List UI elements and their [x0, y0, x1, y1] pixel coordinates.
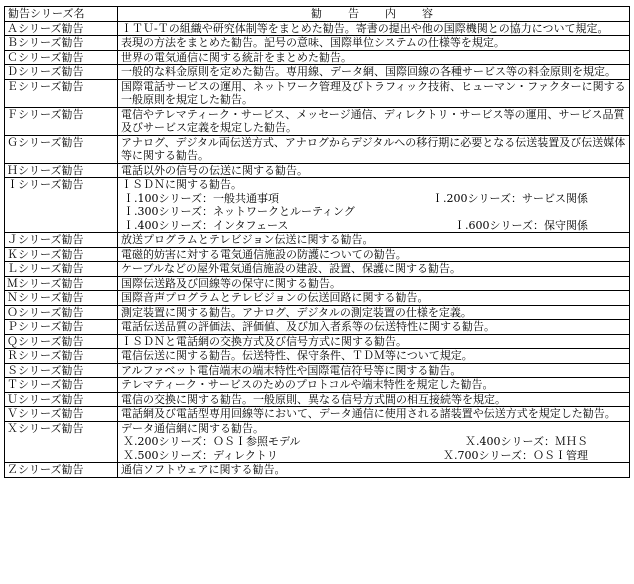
series-name-cell: Ｆシリーズ勧告: [5, 107, 118, 135]
sub-series-item: Ｉ.600シリーズ：保守関係: [454, 218, 588, 232]
content-text: 一般的な料金原則を定めた勧告。専用線、データ網、国際回線の各種サービス等の料金原則を規定。: [121, 65, 616, 78]
content-text: 電話網及び電話型専用回線等において、データ通信に使用される諸装置や伝送方式を規定した勧告。: [121, 407, 616, 420]
content-text: 表現の方法をまとめた勧告。記号の意味、国際単位システムの仕様等を規定。: [121, 36, 505, 49]
table-row: [5, 107, 630, 135]
table-row: [5, 50, 630, 65]
table-row: [5, 79, 630, 107]
series-name-cell: Ｐシリーズ勧告: [5, 320, 118, 335]
series-name-cell: Ｉシリーズ勧告: [5, 178, 118, 233]
series-name-cell: Ｖシリーズ勧告: [5, 407, 118, 422]
sub-series-line: [121, 205, 626, 219]
table-row: [5, 349, 630, 364]
content-text: ＩＳＤＮに関する勧告。: [121, 178, 242, 191]
series-content-cell: [118, 65, 630, 80]
table-row: [5, 276, 630, 291]
series-content-cell: [118, 463, 630, 478]
header-content: 勧告内容: [118, 7, 630, 22]
series-content-cell: [118, 334, 630, 349]
table-row: [5, 262, 630, 277]
series-name-cell: Ｄシリーズ勧告: [5, 65, 118, 80]
sub-series-item: Ｉ.400シリーズ：インタフェース: [123, 218, 289, 232]
series-name-cell: Ｈシリーズ勧告: [5, 163, 118, 178]
series-name-cell: Ｘシリーズ勧告: [5, 421, 118, 463]
sub-series-line: [121, 449, 626, 463]
table-row: [5, 407, 630, 422]
series-content-cell: [118, 407, 630, 422]
content-text: 世界の電気通信に関する統計をまとめた勧告。: [121, 50, 352, 64]
series-content-cell: [118, 276, 630, 291]
table-row: [5, 305, 630, 320]
table-row: [5, 463, 630, 478]
content-text: 電話伝送品質の評価法、評価値、及び加入者系等の伝送特性に関する勧告。: [121, 320, 495, 333]
table-header-row: [5, 7, 630, 22]
sub-series-item: Ｉ.100シリーズ：一般共通事項: [123, 191, 279, 205]
table-row: [5, 247, 630, 262]
table-row: [5, 178, 630, 233]
series-content-cell: [118, 163, 630, 178]
table-row: [5, 135, 630, 163]
table-row: [5, 421, 630, 463]
content-text: テレマティーク・サービスのためのプロトコルや端末特性を規定した勧告。: [121, 378, 494, 391]
series-content-cell: [118, 247, 630, 262]
table-row: [5, 36, 630, 51]
sub-series-item: Ｘ.200シリーズ：ＯＳＩ参照モデル: [123, 435, 301, 448]
header-series-name: 勧告シリーズ名: [5, 7, 118, 22]
content-text: ＩＴＵ-Ｔの組織や研究体制等をまとめた勧告。寄書の提出や他の国際機関との協力について規定。: [121, 21, 609, 35]
series-name-cell: Ｓシリーズ勧告: [5, 363, 118, 378]
series-content-cell: [118, 392, 630, 407]
series-name-cell: Ａシリーズ勧告: [5, 21, 118, 36]
series-content-cell: [118, 305, 630, 320]
content-text: 通信ソフトウェアに関する勧告。: [121, 463, 286, 476]
series-content-cell: [118, 349, 630, 364]
series-name-cell: Ｃシリーズ勧告: [5, 50, 118, 65]
series-name-cell: Ｋシリーズ勧告: [5, 247, 118, 262]
content-text: データ通信網に関する勧告。: [121, 421, 264, 435]
series-name-cell: Ｕシリーズ勧告: [5, 392, 118, 407]
series-content-cell: [118, 36, 630, 51]
series-name-cell: Ｎシリーズ勧告: [5, 291, 118, 306]
content-text: ＩＳＤＮと電話網の交換方式及び信号方式に関する勧告。: [121, 334, 407, 348]
recommendation-series-table: [4, 6, 630, 478]
series-name-cell: Ｌシリーズ勧告: [5, 262, 118, 277]
sub-series-item: Ｘ.500シリーズ：ディレクトリ: [123, 448, 278, 462]
content-text: アルファベット電信端末の端末特性や国際電信符号等に関する勧告。: [121, 363, 462, 377]
sub-series-line: [121, 192, 626, 206]
series-name-cell: Ｇシリーズ勧告: [5, 135, 118, 163]
sub-series-item: Ｘ.400シリーズ：ＭＨＳ: [465, 435, 588, 448]
sub-series-item: Ｉ.200シリーズ：サービス関係: [432, 191, 588, 205]
series-content-cell: [118, 363, 630, 378]
series-name-cell: Ｒシリーズ勧告: [5, 349, 118, 364]
content-text: 電信やテレマティーク・サービス、メッセージ通信、ディレクトリ・サービス等の運用、サービス品質及びサービス定義を規定した勧告。: [121, 107, 625, 134]
content-text: アナログ、デジタル両伝送方式、アナログからデジタルへの移行期に必要となる伝送装置及び伝送媒体等に関する勧告。: [121, 135, 626, 162]
table-row: [5, 291, 630, 306]
series-content-cell: [118, 291, 630, 306]
series-name-cell: Ｑシリーズ勧告: [5, 334, 118, 349]
content-text: 電信伝送に関する勧告。伝送特性、保守条件、ＴＤＭ等について規定。: [121, 349, 473, 362]
series-content-cell: [118, 107, 630, 135]
series-name-cell: Ｂシリーズ勧告: [5, 36, 118, 51]
content-text: 測定装置に関する勧告。アナログ、デジタルの測定装置の仕様を定義。: [121, 305, 472, 319]
series-name-cell: Ｚシリーズ勧告: [5, 463, 118, 478]
content-text: 国際音声プログラムとテレビジョンの伝送回路に関する勧告。: [121, 291, 429, 304]
sub-series-line: [121, 219, 626, 233]
content-text: 電信の交換に関する勧告。一般原則、異なる信号方式間の相互接続等を規定。: [121, 392, 506, 406]
series-content-cell: [118, 50, 630, 65]
series-name-cell: Ｅシリーズ勧告: [5, 79, 118, 107]
series-name-cell: Ｍシリーズ勧告: [5, 276, 118, 291]
series-content-cell: [118, 21, 630, 36]
series-content-cell: [118, 135, 630, 163]
series-content-cell: [118, 233, 630, 248]
table-row: [5, 163, 630, 178]
content-text: 放送プログラムとテレビジョン伝送に関する勧告。: [121, 233, 374, 246]
table-row: [5, 392, 630, 407]
table-row: [5, 378, 630, 393]
content-text: 国際電話サービスの運用、ネットワーク管理及びトラフィック技術、ヒューマン・ファクターに関する一般原則を規定した勧告。: [121, 79, 626, 106]
series-content-cell: [118, 421, 630, 463]
table-row: [5, 334, 630, 349]
series-content-cell: [118, 378, 630, 393]
series-name-cell: Ｊシリーズ勧告: [5, 233, 118, 248]
sub-series-line: [121, 435, 626, 449]
series-content-cell: [118, 320, 630, 335]
series-content-cell: [118, 79, 630, 107]
content-text: 電話以外の信号の伝送に関する勧告。: [121, 163, 308, 177]
table-body: [5, 21, 630, 477]
sub-series-item: Ｘ.700シリーズ：ＯＳＩ管理: [443, 448, 588, 462]
sub-series-item: Ｉ.300シリーズ：ネットワークとルーティング: [123, 205, 355, 218]
content-text: 国際伝送路及び回線等の保守に関する勧告。: [121, 276, 341, 290]
content-text: 電磁的妨害に対する電気通信施設の防護についての勧告。: [121, 247, 407, 261]
series-content-cell: [118, 262, 630, 277]
series-name-cell: Ｔシリーズ勧告: [5, 378, 118, 393]
table-row: [5, 363, 630, 378]
series-content-cell: [118, 178, 630, 233]
series-name-cell: Ｏシリーズ勧告: [5, 305, 118, 320]
content-text: ケーブルなどの屋外電気通信施設の建設、設置、保護に関する勧告。: [121, 262, 462, 275]
table-row: [5, 21, 630, 36]
table-row: [5, 233, 630, 248]
table-row: [5, 320, 630, 335]
table-row: [5, 65, 630, 80]
